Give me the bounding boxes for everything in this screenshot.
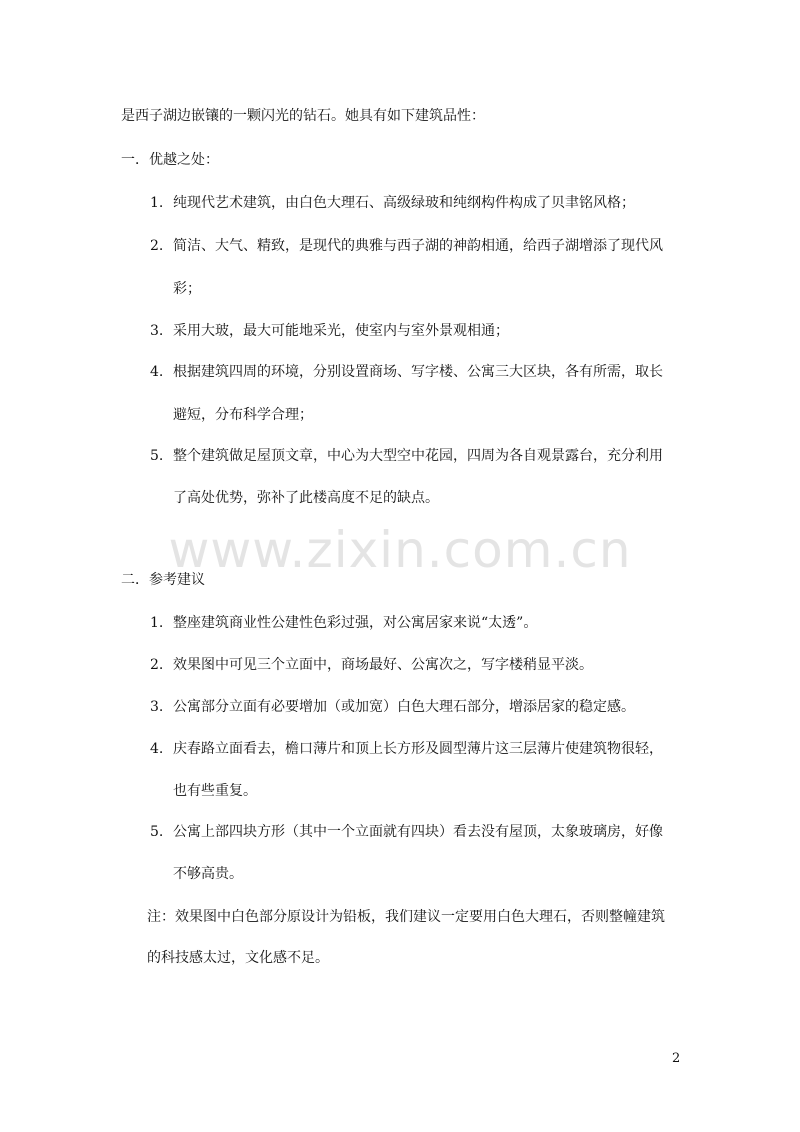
list-item-text-continued: 避短，分布科学合理； <box>173 407 313 423</box>
list-item-number: 1. <box>150 195 164 211</box>
list-item-text: 根据建筑四周的环境，分别设置商场、写字楼、公寓三大区块，各有所需，取长 <box>173 364 663 380</box>
list-item-text: 公寓上部四块方形（其中一个立面就有四块）看去没有屋顶，太象玻璃房，好像 <box>173 824 663 840</box>
list-item-text-continued: 不够高贵。 <box>173 866 243 882</box>
list-item-number: 4. <box>150 741 164 757</box>
list-item-number: 4. <box>150 364 164 380</box>
list-item-text: 简洁、大气、精致，是现代的典雅与西子湖的神韵相通，给西子湖增添了现代风 <box>173 238 663 254</box>
list-item-text: 整个建筑做足屋顶文章，中心为大型空中花园，四周为各自观景露台，充分利用 <box>173 448 663 464</box>
list-item-number: 5. <box>150 824 164 840</box>
list-item-text: 公寓部分立面有必要增加（或加宽）白色大理石部分，增添居家的稳定感。 <box>173 699 635 715</box>
list-item-number: 1. <box>150 615 164 631</box>
list-item-text-continued: 也有些重复。 <box>173 783 257 799</box>
list-item-text-continued: 彩； <box>173 281 201 297</box>
list-item-number: 5. <box>150 448 164 464</box>
list-item-number: 2. <box>150 238 164 254</box>
intro-text: 是西子湖边嵌镶的一颗闪光的钻石。她具有如下建筑品性： <box>121 108 485 124</box>
list-item-text: 庆春路立面看去，檐口薄片和顶上长方形及圆型薄片这三层薄片使建筑物很轻， <box>173 741 663 757</box>
list-item-text: 效果图中可见三个立面中，商场最好、公寓次之，写字楼稍显平淡。 <box>173 657 593 673</box>
page-number: 2 <box>672 1051 681 1066</box>
list-item-number: 3. <box>150 323 164 339</box>
list-item-text-continued: 了高处优势，弥补了此楼高度不足的缺点。 <box>173 490 439 506</box>
section2-heading: 二．参考建议 <box>121 572 205 588</box>
list-item-text: 采用大玻，最大可能地采光，使室内与室外景观相通； <box>173 323 509 339</box>
list-item-number: 3. <box>150 699 164 715</box>
list-item-text: 纯现代艺术建筑，由白色大理石、高级绿玻和纯纲构件构成了贝聿铭风格； <box>173 195 635 211</box>
note-text-continued: 的科技感太过，文化感不足。 <box>147 950 329 966</box>
section1-heading: 一．优越之处： <box>121 152 219 168</box>
list-item-number: 2. <box>150 657 164 673</box>
list-item-text: 整座建筑商业性公建性色彩过强，对公寓居家来说“太透”。 <box>173 615 538 631</box>
note-text: 注：效果图中白色部分原设计为铅板，我们建议一定要用白色大理石，否则整幢建筑 <box>147 909 665 925</box>
watermark: www.zixin.com.cn <box>168 521 632 579</box>
